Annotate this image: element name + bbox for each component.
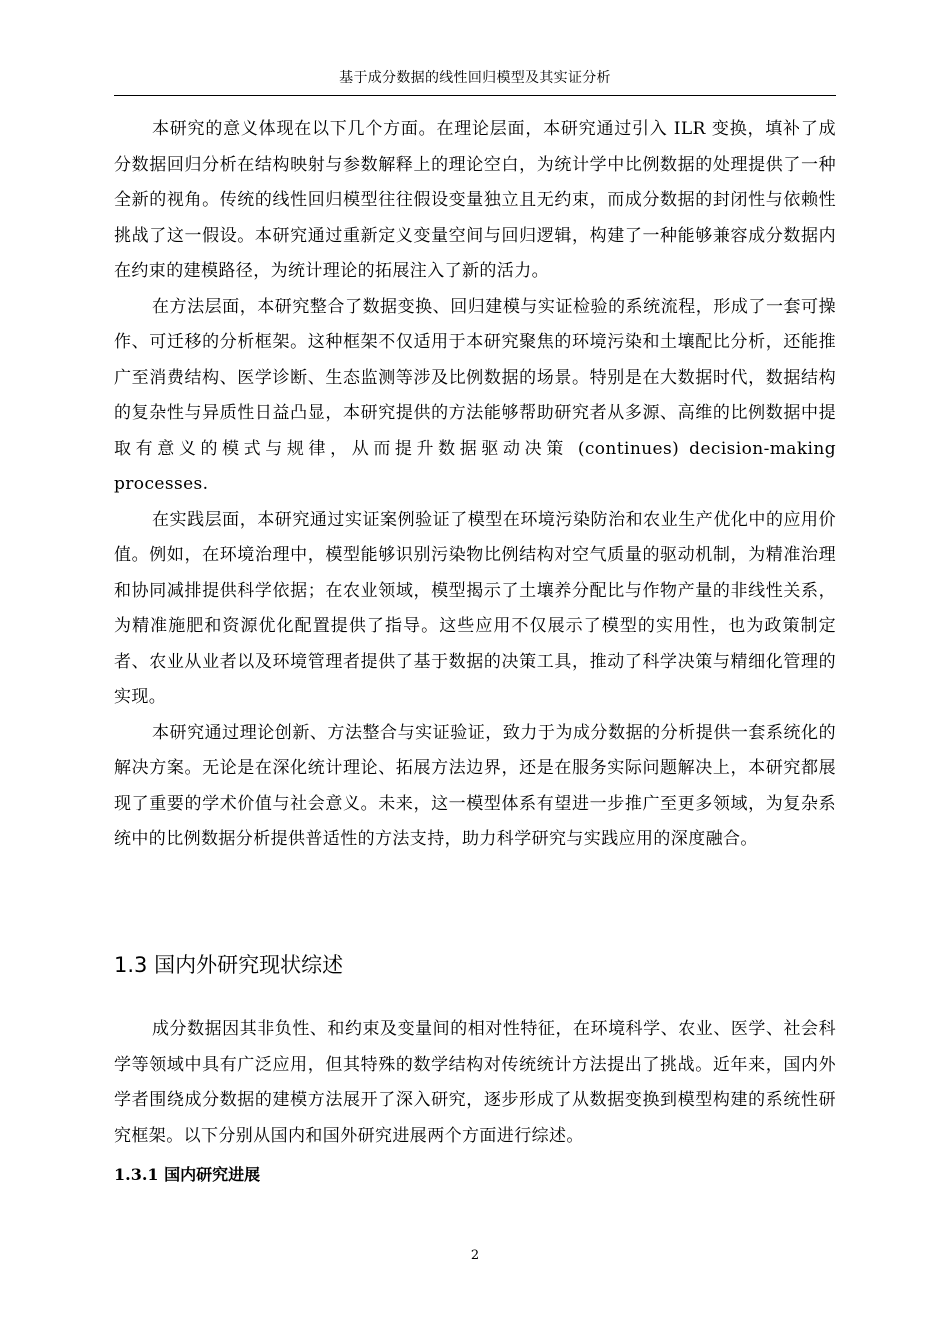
header-rule — [114, 95, 836, 96]
running-header: 基于成分数据的线性回归模型及其实证分析 — [339, 70, 611, 86]
section-heading: 1.3 国内外研究现状综述 — [114, 953, 344, 977]
subsection-heading: 1.3.1 国内研究进展 — [114, 1165, 261, 1184]
paragraph-significance-method: 在方法层面，本研究整合了数据变换、回归建模与实证检验的系统流程，形成了一套可操作、可迁移的分析框架。这种框架不仅适用于本研究聚焦的环境污染和土壤配比分析，还能推广至消费结构、医学诊断、生态监测等涉及比例数据的场景。特别是在大数据时代，数据结构的复杂性与异质性日益凸显，本研究提供的方法能够帮助研究者从多源、高维的比例数据中提取有意义的模式与规律，从而提升数据驱动决策 (continues) decision-making processes. — [114, 296, 836, 494]
paragraph-significance-theory: 本研究的意义体现在以下几个方面。在理论层面，本研究通过引入 ILR 变换，填补了成分数据回归分析在结构映射与参数解释上的理论空白，为统计学中比例数据的处理提供了一种全新的视角。传统的线性回归模型往往假设变量独立且无约束，而成分数据的封闭性与依赖性挑战了这一假设。本研究通过重新定义变量空间与回归逻辑，构建了一种能够兼容成分数据内在约束的建模路径，为统计理论的拓展注入了新的活力。 — [114, 119, 836, 281]
paragraph-significance-practice: 在实践层面，本研究通过实证案例验证了模型在环境污染防治和农业生产优化中的应用价值。例如，在环境治理中，模型能够识别污染物比例结构对空气质量的驱动机制，为精准治理和协同减排提供科学依据；在农业领域，模型揭示了土壤养分配比与作物产量的非线性关系，为精准施肥和资源优化配置提供了指导。这些应用不仅展示了模型的实用性，也为政策制定者、农业从业者以及环境管理者提供了基于数据的决策工具，推动了科学决策与精细化管理的实现。 — [114, 509, 836, 707]
page-number: 2 — [470, 1248, 480, 1263]
paragraph-significance-summary: 本研究通过理论创新、方法整合与实证验证，致力于为成分数据的分析提供一套系统化的解决方案。无论是在深化统计理论、拓展方法边界，还是在服务实际问题解决上，本研究都展现了重要的学术价值与社会意义。未来，这一模型体系有望进一步推广至更多领域，为复杂系统中的比例数据分析提供普适性的方法支持，助力科学研究与实践应用的深度融合。 — [114, 722, 836, 849]
body-text — [114, 112, 836, 858]
paragraph-literature-overview: 成分数据因其非负性、和约束及变量间的相对性特征，在环境科学、农业、医学、社会科学等领域中具有广泛应用，但其特殊的数学结构对传统统计方法提出了挑战。近年来，国内外学者围绕成分数据的建模方法展开了深入研究，逐步形成了从数据变换到模型构建的系统性研究框架。以下分别从国内和国外研究进展两个方面进行综述。 — [114, 1019, 836, 1146]
section-body — [114, 1012, 836, 1154]
